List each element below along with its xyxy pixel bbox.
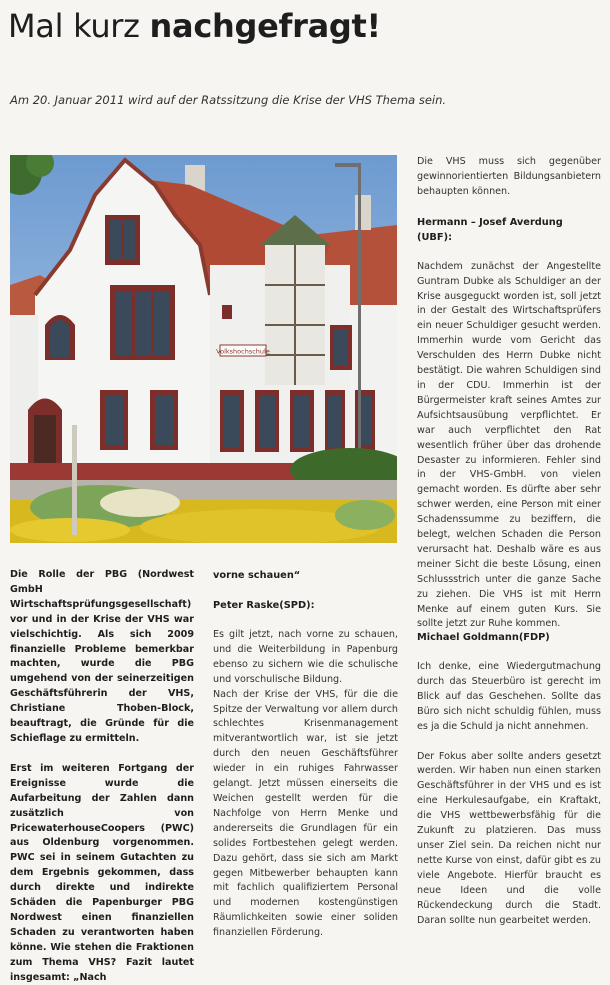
right-paragraph-1: Die VHS muss sich gegenüber gewinnorientierten Bildungsanbietern behaupten können.: [417, 156, 601, 197]
speaker-goldmann: Michael Goldmann(FDP): [417, 632, 550, 643]
speaker-raske: Peter Raske(SPD):: [213, 600, 315, 611]
right-column-top: [417, 155, 601, 632]
middle-column: [213, 568, 398, 941]
page-headline: [8, 6, 381, 46]
left-paragraph-1: Die Rolle der PBG (Nordwest GmbH Wirtschaftsprüfungsgesellschaft) vor und in der Krise der VHS war vielschichtig. Als sich 2009 finanzielle Probleme bemerkbar machten, wurde die PBG umgehend von der seinerzeitigen Geschäftsführerin der VHS, Christiane Thoben-Block, beauftragt, die Gründe für die Schieflage zu ermitteln.: [10, 569, 194, 744]
raske-paragraph-1: Es gilt jetzt, nach vorne zu schauen, und die Weiterbildung in Papenburg ebenso zu sichern wie die schulische und vorschulische Bildung.: [213, 629, 398, 685]
headline-bold: nachgefragt!: [149, 7, 381, 45]
speaker-averdung: Hermann – Josef Averdung (UBF):: [417, 216, 563, 243]
building-photo: [10, 155, 397, 543]
left-column: [10, 568, 194, 985]
averdung-paragraph: Nachdem zunächst der Angestellte Guntram Dubke als Schuldiger an der Krise ausgeguckt worden ist, soll jetzt in der Gestalt des Wirtschaftsprüfers ein neuer Schuldiger gesucht werden. Immerhin wurde vom Gericht das Verschulden des Herrn Dubke nicht bestätigt. Die wahren Schuldigen sind in der CDU. Immerhin ist der Bürgermeister kraft seines Amtes zur Aufsichtsausübung verpflichtet. Er war auch verpflichtet den Rat wesentlich früher über das drohende Desaster zu informieren. Fehler sind in der VHS-GmbH. von vielen gemacht worden. Es dürfte aber sehr schwer werden, eine Person mit einer Schadenssumme zu beziffern, die belegt, welchen Schaden die Person verursacht hat. Deshalb wäre es aus meiner Sicht die beste Lösung, einen Schlussstrich unter die ganze Sache zu ziehen. Die VHS ist mit Herrn Menke auf einem guten Kurs. Sie sollte jetzt zur Ruhe kommen.: [417, 260, 601, 630]
goldmann-paragraph-1: Ich denke, eine Wiedergutmachung durch das Steuerbüro ist gerecht im Blick auf das Geschehen. Sollte das Büro sich nicht schuldig fühlen, muss es ja die Schuld ja nicht annehmen.: [417, 661, 601, 732]
middle-continuation: vorne schauen“: [213, 570, 301, 581]
goldmann-paragraph-2: Der Fokus aber sollte anders gesetzt werden. Wir haben nun einen starken Geschäftsführer in der VHS und es ist eine Herkulesaufgabe, ein Kraftakt, die VHS wettbewerbsfähig für die Zukunft zu platzieren. Das muss unser Ziel sein. Da reichen nicht nur nette Kurse von einst, dafür gibt es zu viele Angebote. Hierfür braucht es neue Ideen und die volle Rückendeckung durch die Stadt. Daran sollte nun gearbeitet werden.: [417, 750, 601, 926]
left-paragraph-2: Erst im weiteren Fortgang der Ereignisse wurde die Aufarbeitung der Zahlen dann zusätzlich von PricewaterhouseCoopers (PWC) aus Oldenburg vorgenommen. PWC sei in seinem Gutachten zu dem Ergebnis gekommen, dass durch direkte und indirekte Schäden die Papenburger PBG Nordwest einen finanziellen Schaden zu verantworten haben könne. Wie stehen die Fraktionen zum Thema VHS? Fazit lautet insgesamt: „Nach: [10, 762, 194, 983]
headline-light: Mal kurz: [8, 7, 140, 45]
right-column-bottom: [417, 630, 601, 928]
photo-sign: Volkshochschule: [216, 347, 270, 356]
intro-text: Am 20. Januar 2011 wird auf der Ratssitzung die Krise der VHS Thema sein.: [10, 93, 447, 107]
raske-paragraph-2: Nach der Krise der VHS, für die die Spitze der Verwaltung vor allem durch schlechtes Krisenmanagement mitverantwortlich war, ist sie jetzt durch den neuen Geschäftsführer wieder in ein ruhiges Fahrwasser gelangt. Jetzt müssen einerseits die Weichen gestellt werden für die Nachfolge von Herrn Menke und andererseits die Grundlagen für ein solides Fortbestehen gelegt werden. Dazu gehört, dass sie sich am Markt gegen Mitbewerber behaupten kann mit fachlich qualifiziertem Personal und modernen kostengünstigen Räumlichkeiten sowie einer soliden finanziellen Förderung.: [213, 688, 398, 939]
